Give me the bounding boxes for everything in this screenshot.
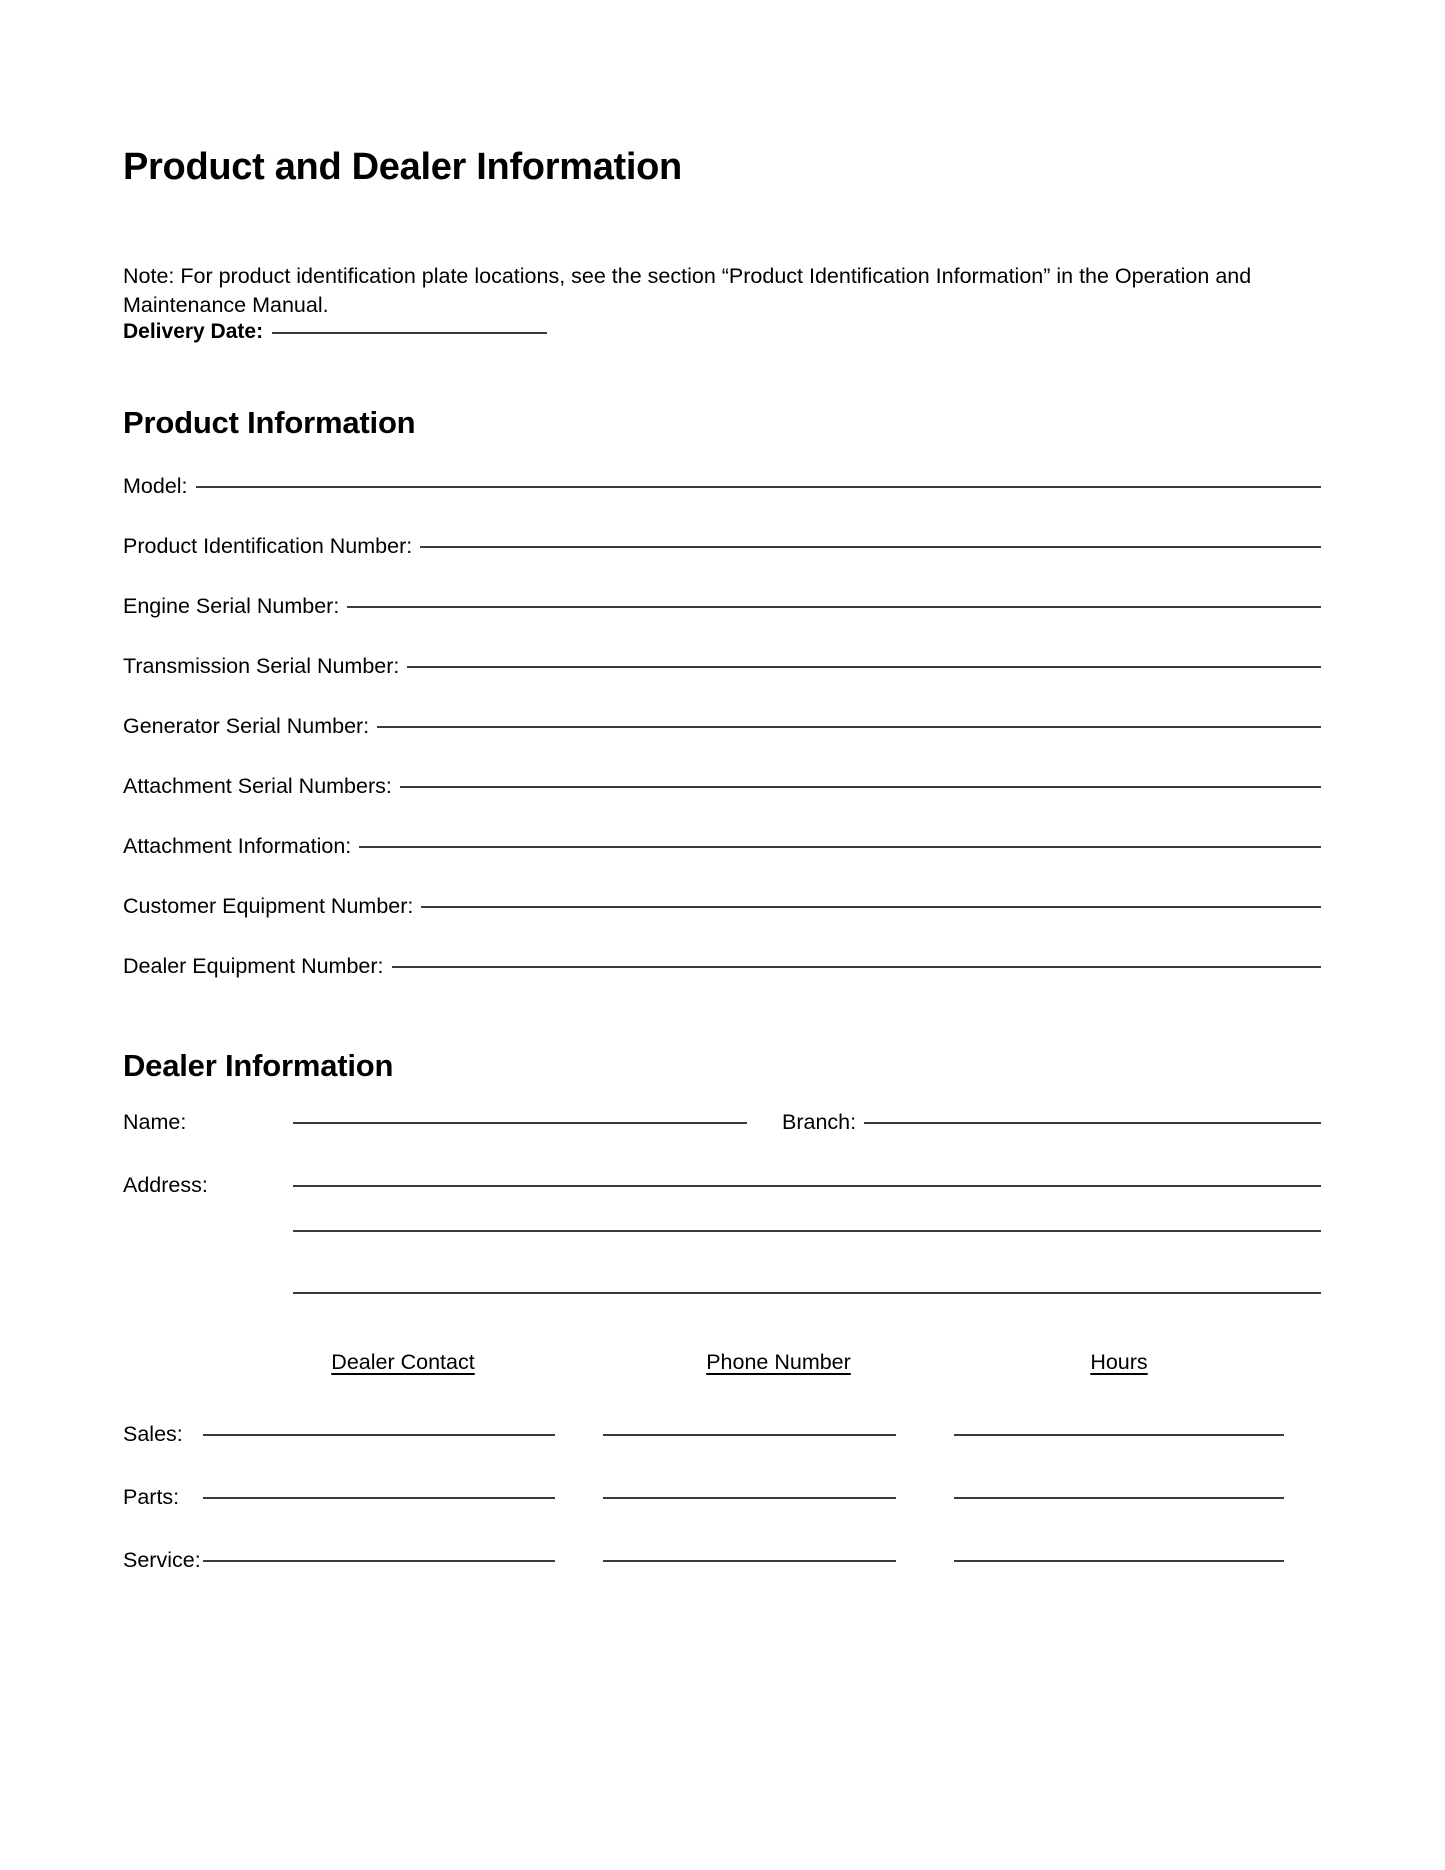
service-phone-number-input[interactable] xyxy=(603,1560,954,1562)
page-title: Product and Dealer Information xyxy=(123,146,682,188)
sales-dealer-contact-input[interactable] xyxy=(203,1434,603,1436)
column-header-phone-number: Phone Number xyxy=(706,1350,851,1374)
field-label: Attachment Information: xyxy=(123,834,352,858)
service-dealer-contact-input[interactable] xyxy=(203,1560,603,1562)
field-label: Model: xyxy=(123,474,188,498)
field-input-model[interactable] xyxy=(196,486,1321,488)
table-row-sales xyxy=(123,1422,1321,1485)
dealer-address-input-line-1[interactable] xyxy=(293,1185,1321,1187)
delivery-date-input[interactable] xyxy=(272,332,547,334)
delivery-date-row xyxy=(123,320,547,344)
field-label: Transmission Serial Number: xyxy=(123,654,400,678)
field-label: Product Identification Number: xyxy=(123,534,413,558)
dealer-information-fields xyxy=(123,1110,1321,1359)
field-input-generator-serial-number[interactable] xyxy=(377,726,1321,728)
field-label: Generator Serial Number: xyxy=(123,714,370,738)
field-row-model xyxy=(123,474,1321,534)
dealer-address-label: Address: xyxy=(123,1173,208,1197)
rule-line xyxy=(203,1560,555,1562)
field-label: Engine Serial Number: xyxy=(123,594,340,618)
field-input-product-identification-number[interactable] xyxy=(420,546,1321,548)
field-input-dealer-equipment-number[interactable] xyxy=(392,966,1321,968)
rule-line xyxy=(603,1434,896,1436)
parts-hours-input[interactable] xyxy=(954,1497,1284,1499)
field-input-customer-equipment-number[interactable] xyxy=(421,906,1321,908)
dealer-contact-table xyxy=(123,1350,1321,1611)
dealer-name-branch-row xyxy=(123,1110,1321,1173)
product-information-fields xyxy=(123,474,1321,1014)
rule-line xyxy=(954,1497,1284,1499)
rule-line xyxy=(203,1497,555,1499)
field-input-attachment-serial-numbers[interactable] xyxy=(400,786,1321,788)
dealer-address-row-2 xyxy=(123,1235,1321,1297)
field-input-transmission-serial-number[interactable] xyxy=(407,666,1321,668)
field-row-transmission-serial-number xyxy=(123,654,1321,714)
rule-line xyxy=(603,1497,896,1499)
field-row-engine-serial-number xyxy=(123,594,1321,654)
parts-phone-number-input[interactable] xyxy=(603,1497,954,1499)
parts-dealer-contact-input[interactable] xyxy=(203,1497,603,1499)
service-hours-input[interactable] xyxy=(954,1560,1284,1562)
field-row-customer-equipment-number xyxy=(123,894,1321,954)
field-row-generator-serial-number xyxy=(123,714,1321,774)
field-input-attachment-information[interactable] xyxy=(359,846,1321,848)
field-label: Attachment Serial Numbers: xyxy=(123,774,392,798)
field-label: Customer Equipment Number: xyxy=(123,894,414,918)
rule-line xyxy=(954,1560,1284,1562)
field-label: Dealer Equipment Number: xyxy=(123,954,384,978)
table-row-parts xyxy=(123,1485,1321,1548)
row-label-parts: Parts: xyxy=(123,1485,180,1509)
sales-phone-number-input[interactable] xyxy=(603,1434,954,1436)
table-row-service xyxy=(123,1548,1321,1611)
dealer-branch-input[interactable] xyxy=(864,1122,1321,1124)
field-row-attachment-information xyxy=(123,834,1321,894)
rule-line xyxy=(954,1434,1284,1436)
column-header-dealer-contact: Dealer Contact xyxy=(331,1350,475,1374)
field-row-product-identification-number xyxy=(123,534,1321,594)
field-row-dealer-equipment-number xyxy=(123,954,1321,1014)
dealer-address-input-line-2[interactable] xyxy=(293,1230,1321,1232)
dealer-name-input[interactable] xyxy=(293,1122,747,1124)
rule-line xyxy=(603,1560,896,1562)
row-label-service: Service: xyxy=(123,1548,201,1572)
dealer-address-row xyxy=(123,1173,1321,1235)
row-label-sales: Sales: xyxy=(123,1422,183,1446)
product-information-heading: Product Information xyxy=(123,405,416,440)
delivery-date-label: Delivery Date: xyxy=(123,320,264,343)
column-header-hours: Hours xyxy=(1090,1350,1148,1374)
field-row-attachment-serial-numbers xyxy=(123,774,1321,834)
dealer-name-label: Name: xyxy=(123,1110,187,1134)
contact-table-header-row xyxy=(123,1350,1321,1422)
rule-line xyxy=(203,1434,555,1436)
sales-hours-input[interactable] xyxy=(954,1434,1284,1436)
note-paragraph: Note: For product identification plate locations, see the section “Product Identification Information” in the Operation and Maintenance Manual. xyxy=(123,263,1252,317)
dealer-branch-label: Branch: xyxy=(782,1110,857,1134)
dealer-address-input-line-3[interactable] xyxy=(293,1292,1321,1294)
field-input-engine-serial-number[interactable] xyxy=(347,606,1321,608)
dealer-information-heading: Dealer Information xyxy=(123,1048,394,1083)
